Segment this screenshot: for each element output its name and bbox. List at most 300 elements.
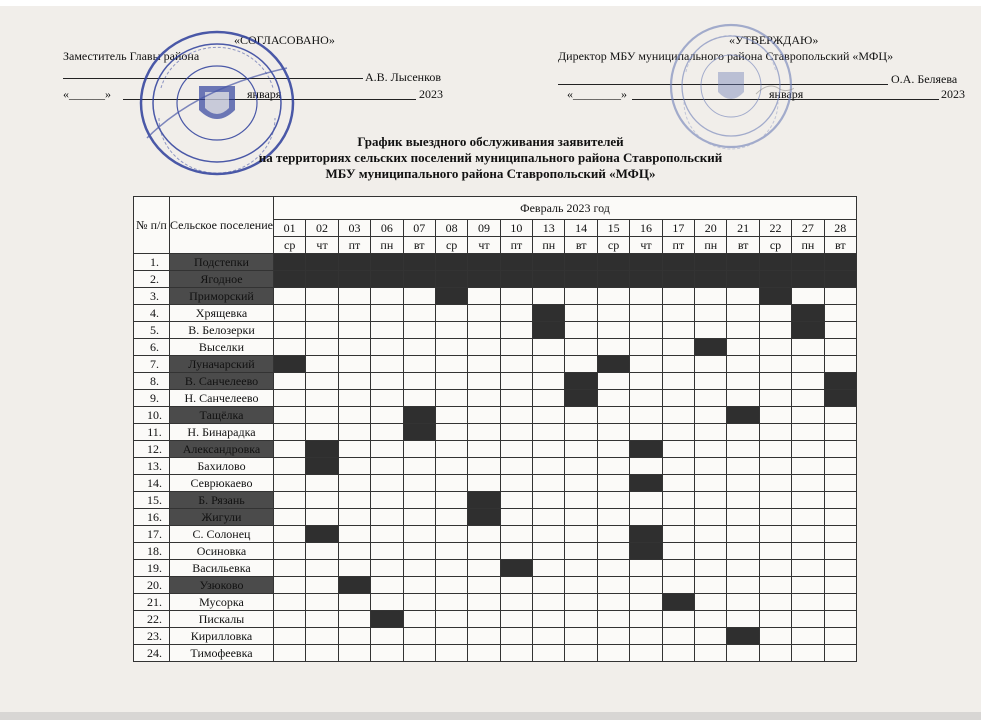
- schedule-cell: [533, 509, 565, 526]
- schedule-cell: [597, 305, 629, 322]
- schedule-cell: [533, 577, 565, 594]
- schedule-cell: [824, 458, 856, 475]
- schedule-cell: [824, 577, 856, 594]
- scheduled-day-cell: [695, 339, 727, 356]
- scheduled-day-cell: [759, 271, 791, 288]
- schedule-cell: [371, 441, 403, 458]
- schedule-cell: [695, 390, 727, 407]
- scheduled-day-cell: [468, 509, 500, 526]
- schedule-cell: [371, 424, 403, 441]
- weekday-header: пт: [500, 237, 532, 254]
- schedule-cell: [306, 594, 338, 611]
- table-row: [134, 305, 857, 322]
- schedule-cell: [597, 390, 629, 407]
- schedule-cell: [500, 475, 532, 492]
- document-title-line-2: на территориях сельских поселений муниципального района Ставропольский: [258, 150, 723, 165]
- schedule-cell: [759, 509, 791, 526]
- schedule-cell: [824, 594, 856, 611]
- schedule-cell: [727, 339, 759, 356]
- table-row: [134, 560, 857, 577]
- schedule-cell: [273, 509, 305, 526]
- schedule-cell: [500, 509, 532, 526]
- scheduled-day-cell: [630, 475, 662, 492]
- schedule-cell: [727, 645, 759, 662]
- weekday-header: чт: [468, 237, 500, 254]
- schedule-cell: [695, 509, 727, 526]
- schedule-cell: [662, 628, 694, 645]
- row-number: 19.: [134, 560, 170, 577]
- scheduled-day-cell: [306, 254, 338, 271]
- schedule-cell: [306, 543, 338, 560]
- schedule-cell: [500, 339, 532, 356]
- signature-scribble: [756, 86, 794, 94]
- schedule-cell: [273, 543, 305, 560]
- schedule-cell: [500, 288, 532, 305]
- weekday-header: ср: [273, 237, 305, 254]
- schedule-cell: [273, 407, 305, 424]
- schedule-cell: [662, 611, 694, 628]
- schedule-cell: [727, 611, 759, 628]
- scheduled-day-cell: [695, 254, 727, 271]
- schedule-cell: [371, 458, 403, 475]
- schedule-cell: [403, 645, 435, 662]
- scheduled-day-cell: [273, 271, 305, 288]
- settlement-name: Тимофеевка: [170, 645, 274, 662]
- schedule-cell: [662, 441, 694, 458]
- schedule-cell: [273, 560, 305, 577]
- schedule-cell: [500, 628, 532, 645]
- schedule-cell: [759, 628, 791, 645]
- row-number: 5.: [134, 322, 170, 339]
- weekday-header: вт: [403, 237, 435, 254]
- table-row: [134, 339, 857, 356]
- day-header: 09: [468, 220, 500, 237]
- schedule-cell: [727, 390, 759, 407]
- scheduled-day-cell: [759, 254, 791, 271]
- schedule-cell: [533, 475, 565, 492]
- settlement-name: Выселки: [170, 339, 274, 356]
- schedule-cell: [727, 492, 759, 509]
- schedule-cell: [273, 475, 305, 492]
- schedule-cell: [435, 645, 467, 662]
- scheduled-day-cell: [371, 254, 403, 271]
- schedule-cell: [662, 305, 694, 322]
- table-row: [134, 645, 857, 662]
- schedule-cell: [338, 526, 370, 543]
- schedule-cell: [500, 322, 532, 339]
- schedule-cell: [403, 475, 435, 492]
- scheduled-day-cell: [565, 373, 597, 390]
- scheduled-day-cell: [306, 458, 338, 475]
- schedule-cell: [273, 458, 305, 475]
- day-header: 17: [662, 220, 694, 237]
- schedule-cell: [695, 475, 727, 492]
- header-month: Февраль 2023 год: [273, 197, 856, 220]
- schedule-cell: [695, 288, 727, 305]
- table-row: [134, 458, 857, 475]
- scheduled-day-cell: [597, 356, 629, 373]
- schedule-cell: [468, 305, 500, 322]
- schedule-cell: [824, 322, 856, 339]
- schedule-cell: [565, 543, 597, 560]
- schedule-cell: [695, 458, 727, 475]
- schedule-cell: [306, 356, 338, 373]
- day-header: 22: [759, 220, 791, 237]
- schedule-cell: [565, 560, 597, 577]
- scheduled-day-cell: [565, 271, 597, 288]
- schedule-cell: [500, 356, 532, 373]
- row-number: 13.: [134, 458, 170, 475]
- schedule-cell: [565, 492, 597, 509]
- schedule-cell: [597, 492, 629, 509]
- schedule-cell: [435, 339, 467, 356]
- schedule-cell: [824, 526, 856, 543]
- schedule-cell: [468, 543, 500, 560]
- schedule-cell: [662, 373, 694, 390]
- schedule-cell: [662, 424, 694, 441]
- schedule-cell: [273, 628, 305, 645]
- schedule-cell: [533, 611, 565, 628]
- schedule-cell: [759, 322, 791, 339]
- schedule-cell: [371, 322, 403, 339]
- schedule-cell: [338, 628, 370, 645]
- schedule-cell: [792, 543, 824, 560]
- schedule-cell: [565, 594, 597, 611]
- table-row: [134, 594, 857, 611]
- settlement-name: Ягодное: [170, 271, 274, 288]
- schedule-cell: [597, 475, 629, 492]
- schedule-cell: [338, 594, 370, 611]
- day-header: 15: [597, 220, 629, 237]
- schedule-cell: [306, 577, 338, 594]
- row-number: 3.: [134, 288, 170, 305]
- schedule-cell: [435, 390, 467, 407]
- settlement-name: Луначарский: [170, 356, 274, 373]
- settlement-name: Б. Рязань: [170, 492, 274, 509]
- scheduled-day-cell: [338, 271, 370, 288]
- schedule-cell: [792, 628, 824, 645]
- schedule-cell: [565, 611, 597, 628]
- settlement-name: Хрящевка: [170, 305, 274, 322]
- schedule-cell: [403, 509, 435, 526]
- schedule-cell: [371, 373, 403, 390]
- schedule-cell: [403, 543, 435, 560]
- schedule-cell: [630, 407, 662, 424]
- scheduled-day-cell: [597, 254, 629, 271]
- schedule-cell: [695, 577, 727, 594]
- settlement-name: Узюково: [170, 577, 274, 594]
- schedule-cell: [468, 441, 500, 458]
- schedule-cell: [565, 288, 597, 305]
- schedule-cell: [597, 645, 629, 662]
- scheduled-day-cell: [306, 271, 338, 288]
- weekday-header: пн: [533, 237, 565, 254]
- schedule-cell: [306, 322, 338, 339]
- schedule-cell: [533, 594, 565, 611]
- schedule-cell: [597, 628, 629, 645]
- table-row: [134, 526, 857, 543]
- schedule-cell: [662, 322, 694, 339]
- schedule-cell: [662, 645, 694, 662]
- schedule-cell: [371, 543, 403, 560]
- schedule-cell: [403, 492, 435, 509]
- schedule-cell: [306, 373, 338, 390]
- schedule-cell: [403, 305, 435, 322]
- schedule-cell: [727, 577, 759, 594]
- schedule-cell: [759, 543, 791, 560]
- schedule-cell: [468, 628, 500, 645]
- schedule-cell: [435, 628, 467, 645]
- schedule-cell: [565, 577, 597, 594]
- schedule-cell: [338, 645, 370, 662]
- scheduled-day-cell: [792, 254, 824, 271]
- schedule-cell: [273, 373, 305, 390]
- schedule-cell: [565, 322, 597, 339]
- schedule-cell: [468, 339, 500, 356]
- schedule-cell: [273, 611, 305, 628]
- schedule-cell: [662, 509, 694, 526]
- schedule-cell: [792, 645, 824, 662]
- schedule-cell: [273, 441, 305, 458]
- weekday-header: вт: [824, 237, 856, 254]
- schedule-cell: [273, 492, 305, 509]
- schedule-cell: [759, 594, 791, 611]
- schedule-cell: [533, 560, 565, 577]
- schedule-cell: [792, 373, 824, 390]
- scheduled-day-cell: [759, 288, 791, 305]
- schedule-cell: [500, 492, 532, 509]
- schedule-cell: [727, 441, 759, 458]
- schedule-cell: [403, 373, 435, 390]
- schedule-cell: [792, 458, 824, 475]
- scheduled-day-cell: [468, 492, 500, 509]
- schedule-cell: [824, 407, 856, 424]
- schedule-cell: [695, 424, 727, 441]
- schedule-cell: [824, 339, 856, 356]
- schedule-cell: [824, 645, 856, 662]
- row-number: 23.: [134, 628, 170, 645]
- table-row: [134, 356, 857, 373]
- schedule-cell: [468, 458, 500, 475]
- schedule-cell: [759, 577, 791, 594]
- schedule-cell: [306, 424, 338, 441]
- schedule-cell: [338, 560, 370, 577]
- schedule-cell: [727, 356, 759, 373]
- scheduled-day-cell: [565, 390, 597, 407]
- schedule-cell: [759, 492, 791, 509]
- schedule-cell: [338, 373, 370, 390]
- schedule-cell: [792, 577, 824, 594]
- table-row: [134, 254, 857, 271]
- table-row: [134, 322, 857, 339]
- schedule-cell: [630, 339, 662, 356]
- settlement-name: В. Белозерки: [170, 322, 274, 339]
- schedule-cell: [727, 322, 759, 339]
- scheduled-day-cell: [533, 254, 565, 271]
- schedule-cell: [435, 543, 467, 560]
- schedule-cell: [759, 526, 791, 543]
- scheduled-day-cell: [727, 407, 759, 424]
- schedule-cell: [630, 322, 662, 339]
- schedule-cell: [565, 407, 597, 424]
- schedule-cell: [468, 373, 500, 390]
- schedule-cell: [338, 305, 370, 322]
- schedule-cell: [695, 305, 727, 322]
- schedule-cell: [597, 611, 629, 628]
- scheduled-day-cell: [824, 390, 856, 407]
- scheduled-day-cell: [435, 271, 467, 288]
- schedule-cell: [824, 543, 856, 560]
- schedule-cell: [500, 526, 532, 543]
- day-header: 14: [565, 220, 597, 237]
- schedule-cell: [468, 594, 500, 611]
- weekday-header: пн: [371, 237, 403, 254]
- schedule-cell: [533, 628, 565, 645]
- scheduled-day-cell: [533, 322, 565, 339]
- scheduled-day-cell: [435, 254, 467, 271]
- approval-left-label: «СОГЛАСОВАНО»: [234, 33, 335, 47]
- settlement-name: Севрюкаево: [170, 475, 274, 492]
- schedule-cell: [403, 577, 435, 594]
- schedule-cell: [273, 577, 305, 594]
- weekday-header: пн: [792, 237, 824, 254]
- schedule-cell: [792, 509, 824, 526]
- schedule-cell: [273, 322, 305, 339]
- schedule-cell: [824, 492, 856, 509]
- schedule-cell: [727, 594, 759, 611]
- schedule-cell: [273, 288, 305, 305]
- schedule-cell: [533, 373, 565, 390]
- scheduled-day-cell: [630, 254, 662, 271]
- schedule-cell: [533, 526, 565, 543]
- schedule-cell: [695, 373, 727, 390]
- schedule-cell: [695, 441, 727, 458]
- schedule-cell: [468, 475, 500, 492]
- scheduled-day-cell: [371, 271, 403, 288]
- schedule-cell: [597, 407, 629, 424]
- schedule-cell: [824, 356, 856, 373]
- schedule-cell: [500, 441, 532, 458]
- schedule-cell: [273, 645, 305, 662]
- schedule-cell: [500, 424, 532, 441]
- row-number: 22.: [134, 611, 170, 628]
- schedule-cell: [792, 594, 824, 611]
- scheduled-day-cell: [662, 271, 694, 288]
- settlement-name: Васильевка: [170, 560, 274, 577]
- schedule-cell: [565, 526, 597, 543]
- day-header: 13: [533, 220, 565, 237]
- schedule-cell: [306, 492, 338, 509]
- schedule-cell: [630, 560, 662, 577]
- schedule-cell: [662, 339, 694, 356]
- document-title-line-1: График выездного обслуживания заявителей: [357, 134, 624, 149]
- schedule-cell: [597, 441, 629, 458]
- schedule-cell: [500, 645, 532, 662]
- schedule-cell: [371, 288, 403, 305]
- schedule-cell: [306, 560, 338, 577]
- schedule-table: [133, 196, 857, 662]
- schedule-cell: [727, 424, 759, 441]
- schedule-cell: [273, 305, 305, 322]
- row-number: 7.: [134, 356, 170, 373]
- schedule-cell: [533, 492, 565, 509]
- schedule-cell: [792, 288, 824, 305]
- schedule-cell: [371, 577, 403, 594]
- schedule-cell: [565, 424, 597, 441]
- schedule-cell: [792, 424, 824, 441]
- schedule-cell: [662, 390, 694, 407]
- schedule-cell: [597, 509, 629, 526]
- table-row: [134, 373, 857, 390]
- schedule-cell: [824, 305, 856, 322]
- weekday-header: ср: [435, 237, 467, 254]
- row-number: 16.: [134, 509, 170, 526]
- scheduled-day-cell: [468, 254, 500, 271]
- schedule-cell: [727, 526, 759, 543]
- scheduled-day-cell: [727, 628, 759, 645]
- schedule-cell: [371, 407, 403, 424]
- settlement-name: Кирилловка: [170, 628, 274, 645]
- schedule-cell: [371, 526, 403, 543]
- schedule-cell: [695, 594, 727, 611]
- row-number: 17.: [134, 526, 170, 543]
- schedule-cell: [565, 458, 597, 475]
- schedule-cell: [468, 424, 500, 441]
- schedule-cell: [500, 458, 532, 475]
- schedule-cell: [435, 526, 467, 543]
- scheduled-day-cell: [662, 254, 694, 271]
- schedule-cell: [792, 611, 824, 628]
- weekday-header: пт: [338, 237, 370, 254]
- schedule-cell: [597, 424, 629, 441]
- schedule-cell: [597, 543, 629, 560]
- schedule-cell: [630, 356, 662, 373]
- schedule-cell: [533, 390, 565, 407]
- schedule-cell: [695, 543, 727, 560]
- weekday-header: пт: [662, 237, 694, 254]
- settlement-name: Н. Санчелеево: [170, 390, 274, 407]
- schedule-cell: [759, 441, 791, 458]
- schedule-cell: [273, 594, 305, 611]
- day-header: 07: [403, 220, 435, 237]
- schedule-cell: [695, 611, 727, 628]
- scheduled-day-cell: [403, 254, 435, 271]
- schedule-cell: [435, 577, 467, 594]
- schedule-cell: [727, 560, 759, 577]
- schedule-cell: [468, 526, 500, 543]
- schedule-cell: [597, 458, 629, 475]
- schedule-cell: [630, 645, 662, 662]
- schedule-cell: [468, 322, 500, 339]
- schedule-cell: [597, 594, 629, 611]
- scheduled-day-cell: [630, 271, 662, 288]
- schedule-cell: [403, 594, 435, 611]
- row-number: 11.: [134, 424, 170, 441]
- weekday-header: чт: [306, 237, 338, 254]
- scheduled-day-cell: [662, 594, 694, 611]
- scheduled-day-cell: [306, 526, 338, 543]
- approval-left-date-year: 2023: [419, 87, 443, 101]
- row-number: 9.: [134, 390, 170, 407]
- schedule-cell: [695, 526, 727, 543]
- schedule-cell: [338, 407, 370, 424]
- schedule-cell: [371, 560, 403, 577]
- scheduled-day-cell: [824, 271, 856, 288]
- approval-right-date-year: 2023: [941, 87, 965, 101]
- schedule-cell: [403, 611, 435, 628]
- schedule-cell: [597, 339, 629, 356]
- schedule-cell: [306, 509, 338, 526]
